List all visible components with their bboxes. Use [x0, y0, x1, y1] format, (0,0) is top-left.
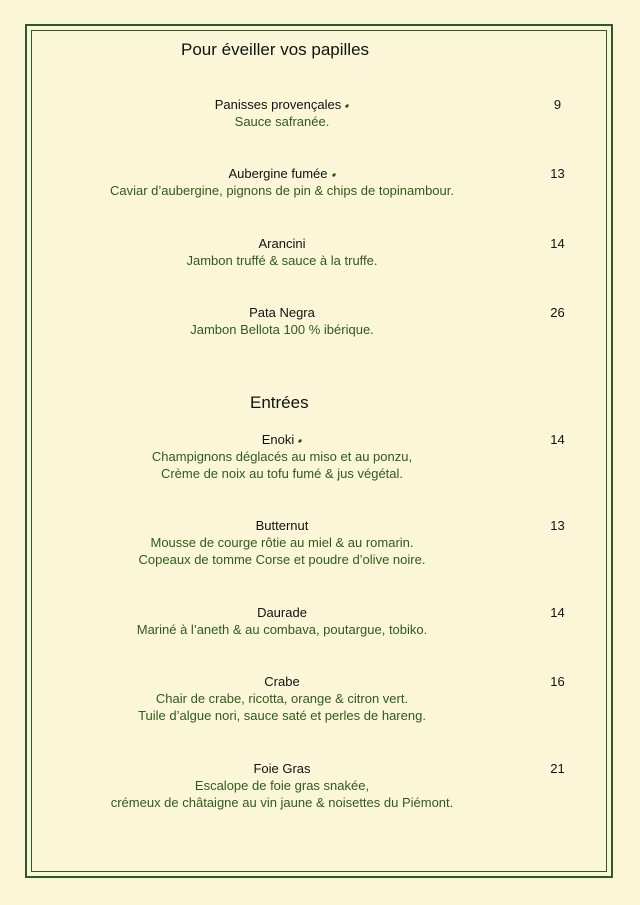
dish-price: 16: [550, 674, 565, 689]
dish-name: Arancini: [258, 236, 306, 251]
dish-description: Copeaux de tomme Corse et poudre d’olive noire.: [138, 552, 426, 567]
dish-price: 14: [550, 236, 565, 251]
menu-item-foie-gras: [40, 760, 524, 811]
menu-item-aubergine: [40, 165, 524, 199]
menu-item-crabe: [40, 673, 524, 724]
dish-name: Foie Gras: [253, 761, 311, 776]
vegetarian-leaf-icon: [345, 103, 350, 108]
dish-description: Champignons déglacés au miso et au ponzu,: [151, 449, 413, 464]
dish-description: Jambon Bellota 100 % ibérique.: [190, 322, 374, 337]
dish-description: Sauce safranée.: [234, 114, 330, 129]
dish-description: Jambon truffé & sauce à la truffe.: [186, 253, 378, 268]
dish-description: Escalope de foie gras snakée,: [194, 778, 370, 793]
menu-item-pata-negra: [40, 304, 524, 338]
dish-price: 14: [550, 432, 565, 447]
dish-name: Butternut: [255, 518, 309, 533]
menu-item-arancini: [40, 235, 524, 269]
vegetarian-leaf-icon: [331, 172, 336, 177]
dish-name: Aubergine fumée: [228, 166, 328, 181]
dish-name-wrap: [40, 431, 524, 448]
dish-name: Enoki: [261, 432, 295, 447]
section-title-papilles: Pour éveiller vos papilles: [181, 40, 370, 59]
dish-price: 13: [550, 518, 565, 533]
section-title-entrees: Entrées: [250, 393, 309, 412]
dish-description: crémeux de châtaigne au vin jaune & noisettes du Piémont.: [110, 795, 454, 810]
dish-description: Chair de crabe, ricotta, orange & citron vert.: [155, 691, 409, 706]
dish-price: 13: [550, 166, 565, 181]
dish-description: Mousse de courge rôtie au miel & au romarin.: [150, 535, 414, 550]
dish-name-wrap: [40, 96, 524, 113]
menu-item-butternut: [40, 517, 524, 568]
dish-price: 21: [550, 761, 565, 776]
dish-name-wrap: [40, 165, 524, 182]
menu-item-daurade: [40, 604, 524, 638]
vegetarian-leaf-icon: [298, 438, 303, 443]
dish-name: Daurade: [257, 605, 307, 620]
menu-item-panisses: [40, 96, 524, 130]
dish-name: Pata Negra: [249, 305, 315, 320]
dish-price: 9: [553, 97, 562, 112]
dish-price: 14: [550, 605, 565, 620]
dish-description: Tuile d’algue nori, sauce saté et perles de hareng.: [138, 708, 426, 723]
dish-price: 26: [550, 305, 565, 320]
dish-name: Panisses provençales: [214, 97, 342, 112]
dish-description: Mariné à l’aneth & au combava, poutargue, tobiko.: [136, 622, 428, 637]
menu-item-enoki: [40, 431, 524, 482]
dish-description: Caviar d’aubergine, pignons de pin & chips de topinambour.: [109, 183, 454, 198]
dish-description: Crème de noix au tofu fumé & jus végétal.: [160, 466, 404, 481]
dish-name: Crabe: [264, 674, 300, 689]
